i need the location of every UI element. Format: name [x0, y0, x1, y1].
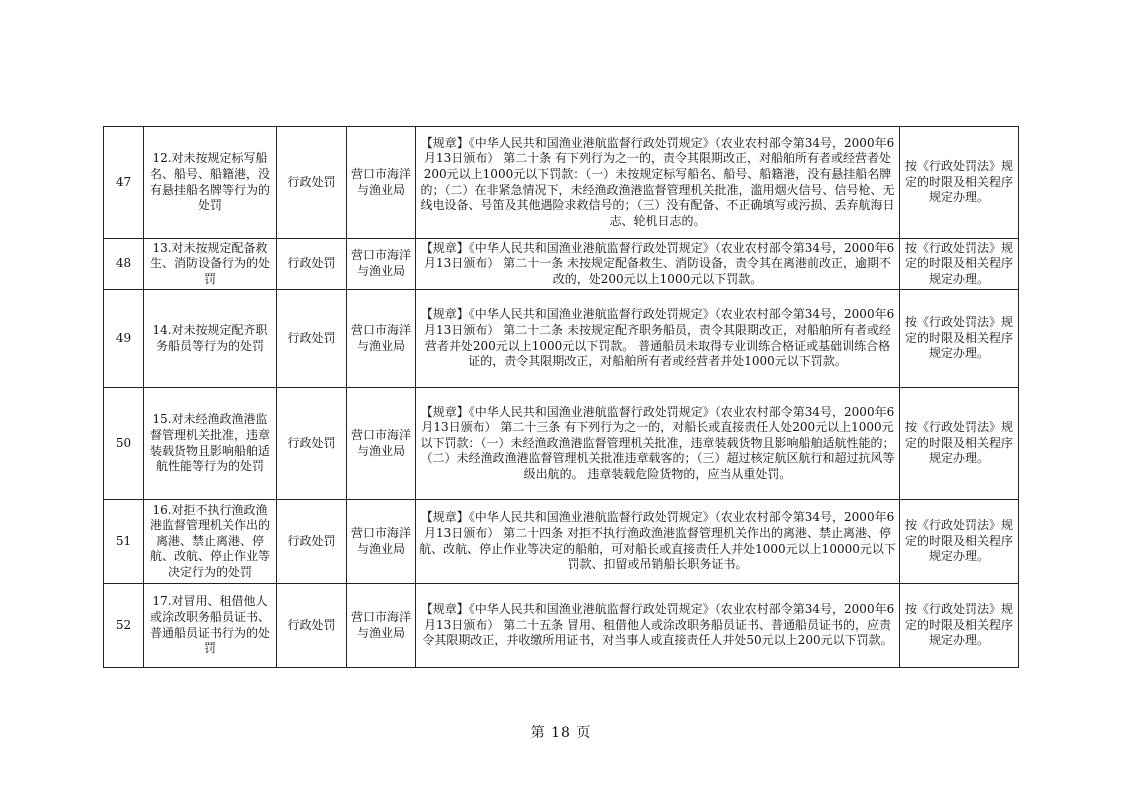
- matter-name: 15.对未经渔政渔港监督管理机关批准，违章装载货物且影响船舶适航性能等行为的处罚: [144, 388, 277, 500]
- implementing-department: 营口市海洋与渔业局: [347, 127, 416, 239]
- legal-basis: 【规章】《中华人民共和国渔业港航监督行政处罚规定》（农业农村部令第34号，2000年6月13日颁布） 第二十五条 冒用、租借他人或涂改职务船员证书、普通船员证书的，应责令其限期改正，并收缴所用证书，对当事人或直接责任人并处50元以上200元以下罚款。: [416, 584, 900, 668]
- matter-name: 16.对拒不执行渔政渔港监督管理机关作出的离港、禁止离港、停航、改航、停止作业等决定行为的处罚: [144, 500, 277, 584]
- legal-basis: 【规章】《中华人民共和国渔业港航监督行政处罚规定》（农业农村部令第34号，2000年6月13日颁布） 第二十二条 未按规定配齐职务船员，责令其限期改正，对船舶所有者或经营者并处200元以上1000元以下罚款。 普通船员未取得专业训练合格证或基础训练合格证的，责令其限期改正，对船舶所有者或经营者并处1000元以下罚款。: [416, 290, 900, 388]
- implementing-department: 营口市海洋与渔业局: [347, 388, 416, 500]
- legal-basis: 【规章】《中华人民共和国渔业港航监督行政处罚规定》（农业农村部令第34号，2000年6月13日颁布） 第二十四条 对拒不执行渔政渔港监督管理机关作出的离港、禁止离港、停航、改航、停止作业等决定的船舶，可对船长或直接责任人并处1000元以上10000元以下罚款、扣留或吊销船长职务证书。: [416, 500, 900, 584]
- table-row: [104, 290, 1019, 388]
- procedure-note: 按《行政处罚法》规定的时限及相关程序规定办理。: [900, 127, 1019, 239]
- procedure-note: 按《行政处罚法》规定的时限及相关程序规定办理。: [900, 290, 1019, 388]
- matter-category: 行政处罚: [277, 290, 347, 388]
- row-number: 48: [104, 239, 144, 290]
- page-number: 第 18 页: [530, 725, 592, 741]
- row-number: 52: [104, 584, 144, 668]
- procedure-note: 按《行政处罚法》规定的时限及相关程序规定办理。: [900, 388, 1019, 500]
- implementing-department: 营口市海洋与渔业局: [347, 290, 416, 388]
- matter-name: 14.对未按规定配齐职务船员等行为的处罚: [144, 290, 277, 388]
- matter-name: 13.对未按规定配备救生、消防设备行为的处罚: [144, 239, 277, 290]
- procedure-note: 按《行政处罚法》规定的时限及相关程序规定办理。: [900, 500, 1019, 584]
- implementing-department: 营口市海洋与渔业局: [347, 584, 416, 668]
- matter-category: 行政处罚: [277, 388, 347, 500]
- matter-category: 行政处罚: [277, 127, 347, 239]
- procedure-note: 按《行政处罚法》规定的时限及相关程序规定办理。: [900, 584, 1019, 668]
- matter-name: 17.对冒用、租借他人或涂改职务船员证书、普通船员证书行为的处罚: [144, 584, 277, 668]
- matters-table: [103, 126, 1019, 668]
- table-row: [104, 388, 1019, 500]
- matter-name: 12.对未按规定标写船名、船号、船籍港，没有悬挂船名牌等行为的处罚: [144, 127, 277, 239]
- legal-basis: 【规章】《中华人民共和国渔业港航监督行政处罚规定》（农业农村部令第34号，2000年6月13日颁布） 第二十一条 未按规定配备救生、消防设备，责令其在离港前改正，逾期不改的，处200元以上1000元以下罚款。: [416, 239, 900, 290]
- procedure-note: 按《行政处罚法》规定的时限及相关程序规定办理。: [900, 239, 1019, 290]
- table-row: [104, 584, 1019, 668]
- row-number: 49: [104, 290, 144, 388]
- row-number: 50: [104, 388, 144, 500]
- matter-category: 行政处罚: [277, 239, 347, 290]
- matter-category: 行政处罚: [277, 584, 347, 668]
- matter-category: 行政处罚: [277, 500, 347, 584]
- legal-basis: 【规章】《中华人民共和国渔业港航监督行政处罚规定》（农业农村部令第34号，2000年6月13日颁布） 第二十条 有下列行为之一的，责令其限期改正，对船舶所有者或经营者处200元以上1000元以下罚款：（一）未按规定标写船名、船号、船籍港，没有悬挂船名牌的；（二）在非紧急情况下，未经渔政渔港监督管理机关批准，滥用烟火信号、信号枪、无线电设备、号笛及其他遇险求救信号的；（三）没有配备、不正确填写或污损、丢弃航海日志、轮机日志的。: [416, 127, 900, 239]
- legal-basis: 【规章】《中华人民共和国渔业港航监督行政处罚规定》（农业农村部令第34号，2000年6月13日颁布） 第二十三条 有下列行为之一的，对船长或直接责任人处200元以上1000元以下罚款：（一）未经渔政渔港监督管理机关批准，违章装载货物且影响船舶适航性能的；（二）未经渔政渔港监督管理机关批准违章载客的；（三）超过核定航区航行和超过抗风等级出航的。 违章装载危险货物的，应当从重处罚。: [416, 388, 900, 500]
- table-row: [104, 239, 1019, 290]
- table-row: [104, 500, 1019, 584]
- implementing-department: 营口市海洋与渔业局: [347, 500, 416, 584]
- table-row: [104, 127, 1019, 239]
- implementing-department: 营口市海洋与渔业局: [347, 239, 416, 290]
- row-number: 47: [104, 127, 144, 239]
- row-number: 51: [104, 500, 144, 584]
